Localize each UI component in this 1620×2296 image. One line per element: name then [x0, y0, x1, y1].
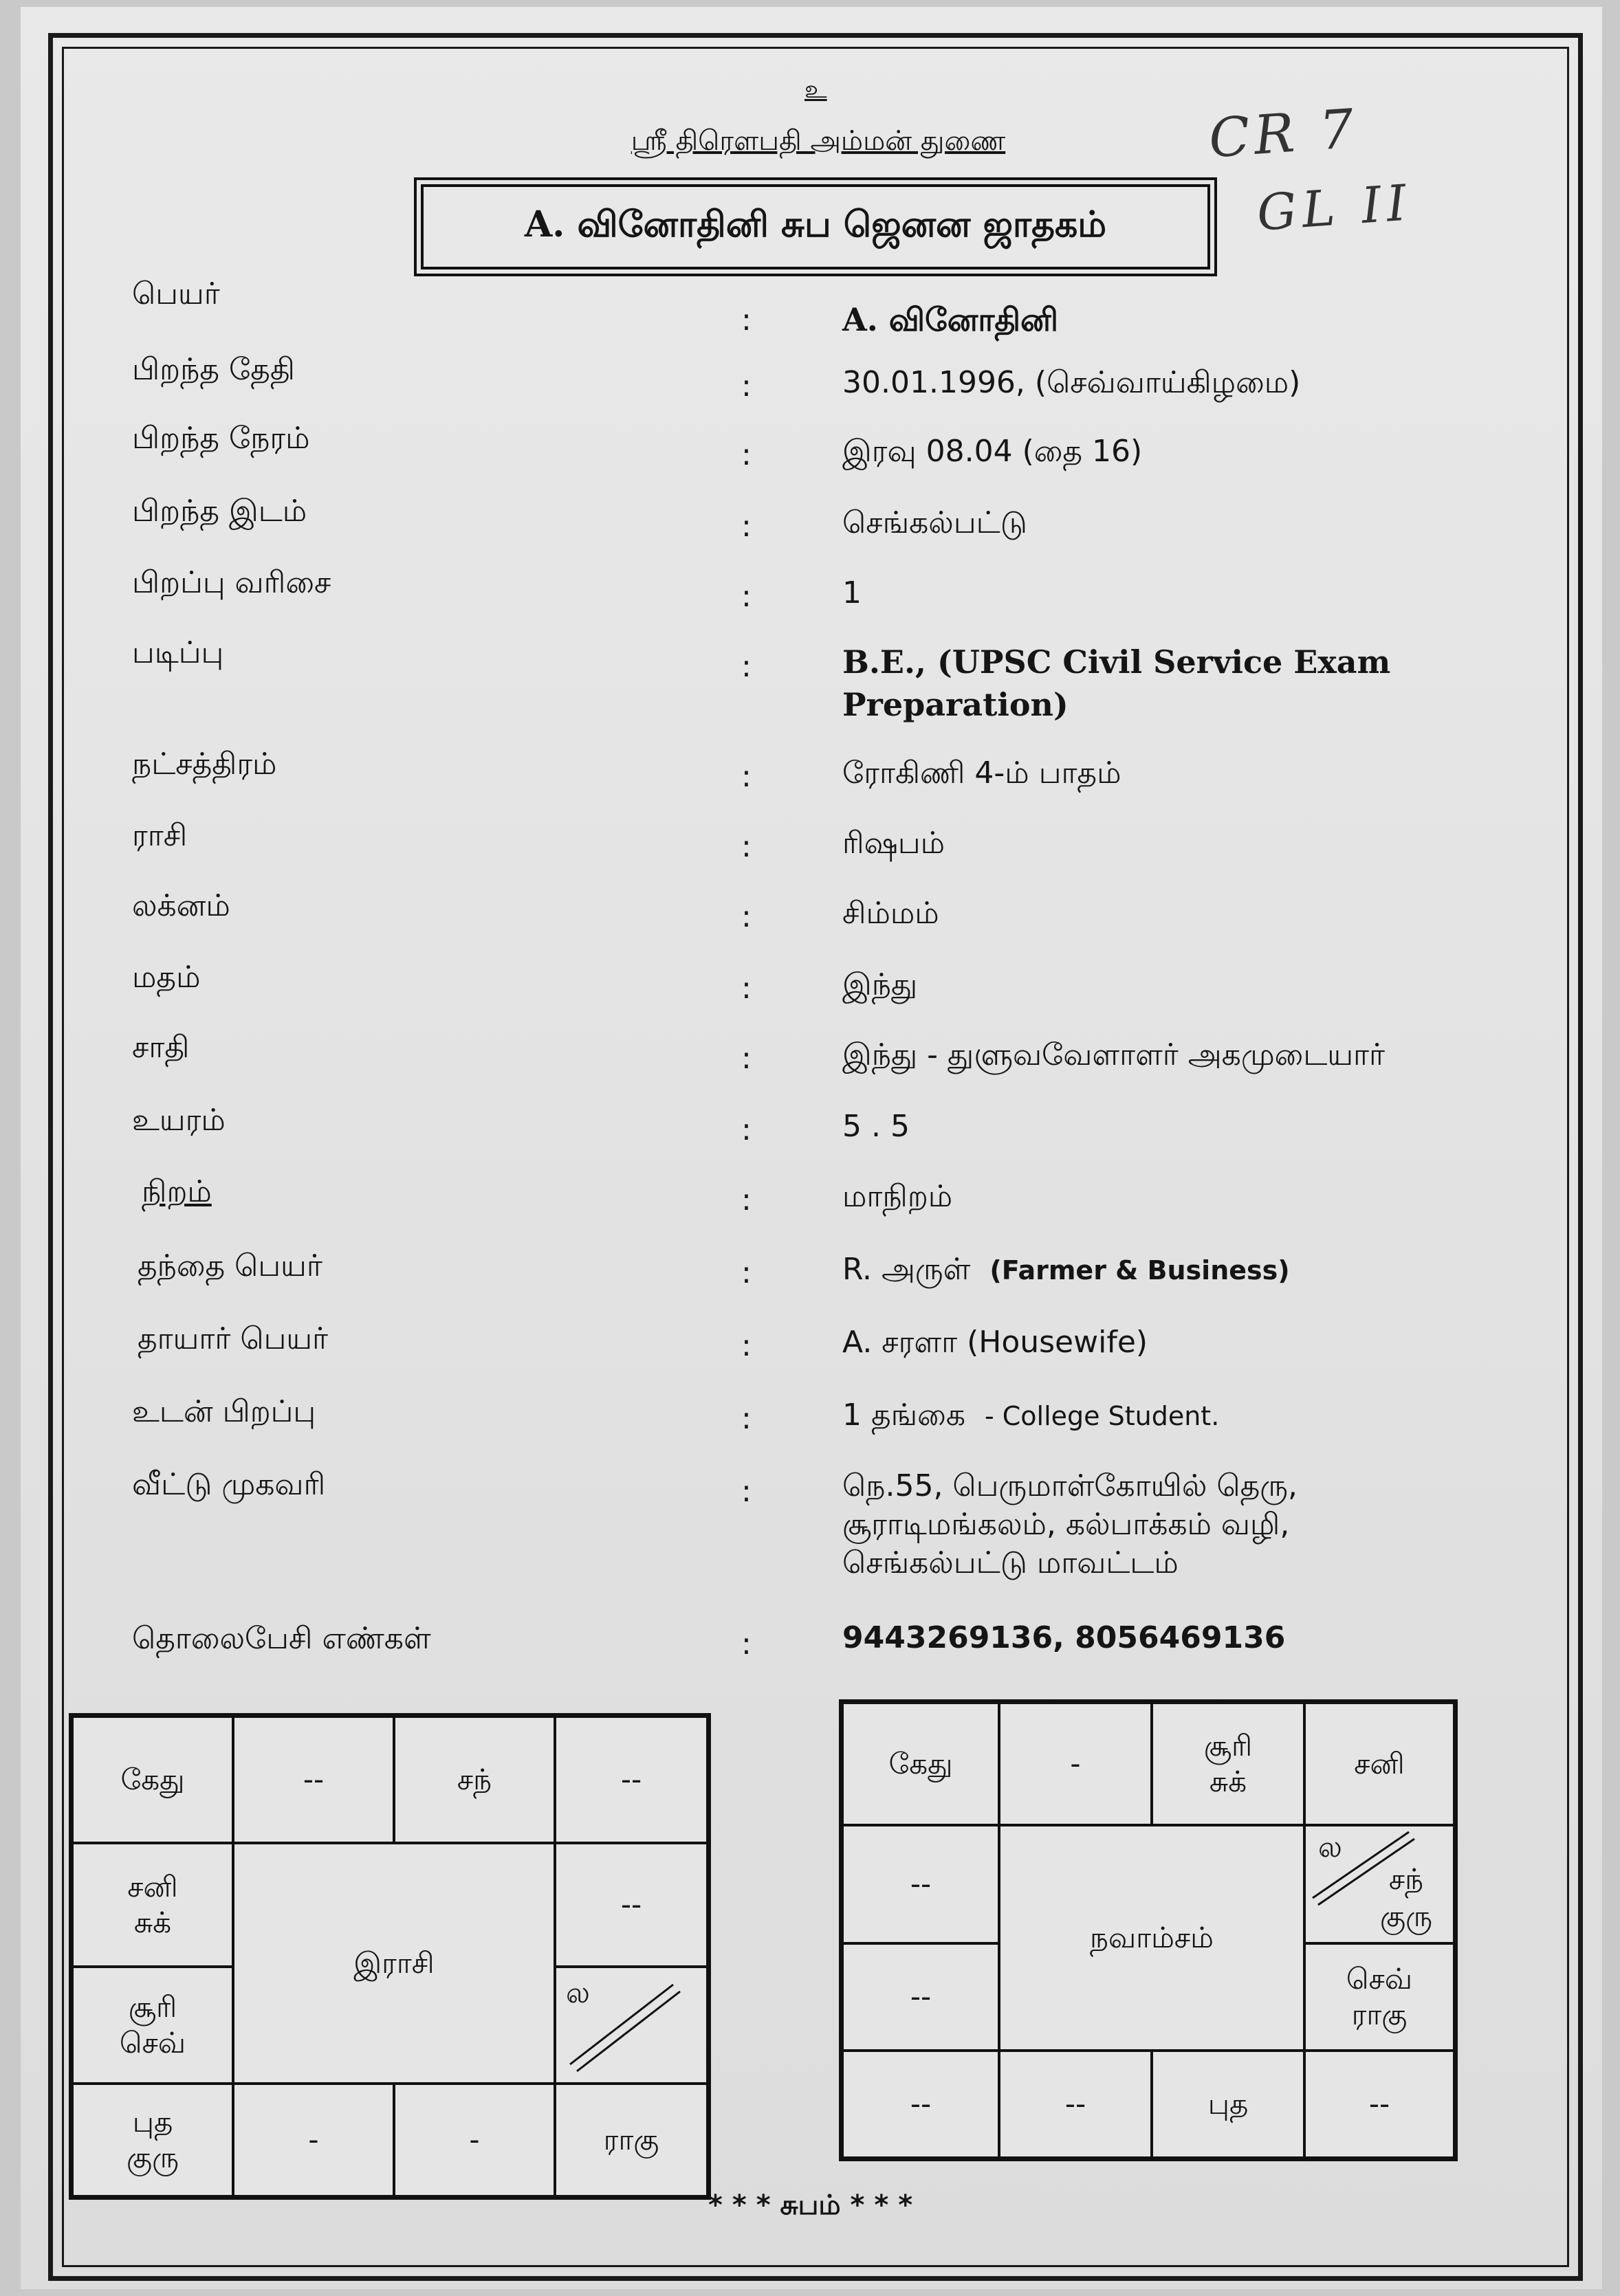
planet: சுக்	[133, 1906, 172, 1939]
detail-colon: :	[741, 1401, 752, 1436]
detail-colon: :	[741, 971, 752, 1006]
detail-value: இரவு 08.04 (தை 16)	[842, 434, 1143, 469]
detail-label: பெயர்	[132, 276, 220, 311]
rasi-chart	[69, 1713, 711, 2200]
planet: புத	[132, 2105, 173, 2139]
detail-label: ராசி	[132, 818, 188, 853]
rasi-house	[72, 2084, 233, 2196]
planet: ராகு	[1351, 1998, 1408, 2031]
detail-label: தந்தை பெயர்	[138, 1248, 322, 1283]
detail-colon: :	[741, 1255, 752, 1290]
detail-colon: :	[741, 302, 752, 338]
detail-colon: :	[741, 1474, 752, 1509]
detail-label: பிறந்த தேதி	[132, 352, 295, 387]
detail-value: B.E., (UPSC Civil Service Exam Preparation)	[842, 643, 1391, 723]
address-line-3: செங்கல்பட்டு மாவட்டம்	[842, 1545, 1179, 1580]
detail-label: உடன் பிறப்பு	[132, 1394, 316, 1429]
detail-value	[842, 1467, 1461, 1582]
detail-value: இந்து - துளுவவேளாளர் அகமுடையார்	[842, 1037, 1386, 1072]
sibling-info: 1 தங்கை	[842, 1398, 965, 1433]
detail-colon: :	[741, 1182, 752, 1217]
rasi-house: --	[555, 1843, 708, 1967]
detail-value: செங்கல்பட்டு	[842, 505, 1027, 540]
rasi-house: --	[555, 1717, 708, 1843]
footer-subam: * * * சுபம் * * *	[708, 2189, 913, 2221]
detail-colon: :	[741, 829, 752, 864]
rasi-lagna-house	[555, 1967, 708, 2084]
planet: செவ்	[1346, 1962, 1413, 1996]
detail-value: இந்து	[842, 967, 918, 1002]
detail-colon: :	[741, 649, 752, 684]
detail-colon: :	[741, 509, 752, 544]
planet-stack	[1380, 1861, 1432, 1935]
navamsa-house: --	[842, 1825, 999, 1943]
detail-colon: :	[741, 1626, 752, 1662]
planet: குரு	[126, 2141, 179, 2174]
navamsa-house: புத	[1152, 2051, 1304, 2158]
detail-colon: :	[741, 579, 752, 614]
detail-label: பிறப்பு வரிசை	[132, 565, 331, 600]
detail-colon: :	[741, 1328, 752, 1363]
detail-value: A. சரளா (Housewife)	[842, 1325, 1148, 1360]
blessing-line: ஸ்ரீ திரௌபதி அம்மன் துணை	[631, 125, 1006, 157]
detail-colon: :	[741, 899, 752, 934]
detail-value: 1	[842, 575, 862, 610]
address-line-1: நெ.55, பெருமாள்கோயில் தெரு,	[842, 1468, 1298, 1503]
handwritten-note-2: GL II	[1255, 173, 1414, 242]
detail-label: உயரம்	[132, 1103, 226, 1138]
detail-value: சிம்மம்	[842, 896, 939, 931]
rasi-chart-center-label: இராசி	[233, 1843, 555, 2084]
detail-label: லக்னம்	[132, 888, 230, 923]
detail-label: பிறந்த நேரம்	[132, 421, 310, 456]
detail-value: 9443269136, 8056469136	[842, 1620, 1286, 1655]
detail-label: சாதி	[132, 1030, 190, 1065]
pillaiyar-suzhi-mark: உ	[804, 76, 827, 104]
navamsa-house: சனி	[1304, 1703, 1454, 1825]
detail-colon: :	[741, 1112, 752, 1147]
navamsa-house	[1152, 1703, 1304, 1825]
document-title-text: A. வினோதினி சுப ஜெனன ஜாதகம்	[524, 203, 1107, 245]
father-name: R. அருள்	[842, 1252, 971, 1287]
rasi-house	[72, 1843, 233, 1967]
navamsa-house: --	[999, 2051, 1152, 2158]
detail-value: ரோகிணி 4-ம் பாதம்	[842, 755, 1121, 791]
navamsa-house	[1304, 1943, 1454, 2051]
detail-value	[842, 1394, 1461, 1437]
detail-label: தாயார் பெயர்	[138, 1321, 329, 1356]
navamsa-house: --	[842, 1943, 999, 2051]
navamsa-house: -	[999, 1703, 1152, 1825]
lagna-marker: ல	[566, 1976, 590, 2009]
rasi-house: -	[233, 2084, 394, 2196]
rasi-house: ராகு	[555, 2084, 708, 2196]
detail-value	[842, 1248, 1461, 1292]
navamsa-lagna-house	[1304, 1825, 1454, 1943]
navamsa-chart-center-label: நவாம்சம்	[999, 1825, 1304, 2051]
planet: சூரி	[1203, 1729, 1253, 1763]
detail-label: தொலைபேசி எண்கள்	[132, 1621, 431, 1656]
detail-colon: :	[741, 1041, 752, 1076]
planet: சுக்	[1209, 1765, 1247, 1798]
detail-colon: :	[741, 368, 752, 404]
detail-colon: :	[741, 759, 752, 794]
address-line-2: சூராடிமங்கலம், கல்பாக்கம் வழி,	[842, 1507, 1290, 1542]
planet: சூரி	[128, 1990, 177, 2024]
handwritten-note-1: CR 7	[1207, 98, 1360, 170]
detail-value: மாநிறம்	[842, 1179, 953, 1214]
rasi-house	[72, 1967, 233, 2084]
planet: சனி	[127, 1870, 178, 1903]
rasi-house: சந்	[394, 1717, 555, 1843]
rasi-house: --	[233, 1717, 394, 1843]
planet: செவ்	[119, 2026, 186, 2060]
navamsa-chart	[839, 1699, 1458, 2161]
detail-label: படிப்பு	[132, 635, 224, 670]
detail-value: ரிஷபம்	[842, 826, 945, 861]
navamsa-house: கேது	[842, 1703, 999, 1825]
rasi-house: -	[394, 2084, 555, 2196]
document-title	[421, 184, 1210, 269]
planet: குரு	[1379, 1899, 1432, 1933]
detail-value: 30.01.1996, (செவ்வாய்கிழமை)	[842, 365, 1301, 400]
detail-colon: :	[741, 437, 752, 472]
sibling-note: - College Student.	[984, 1401, 1220, 1431]
lagna-marker: ல	[1318, 1830, 1342, 1864]
navamsa-house: --	[1304, 2051, 1454, 2158]
planet: சந்	[1388, 1862, 1424, 1896]
detail-label: பிறந்த இடம்	[132, 494, 307, 529]
detail-label: வீட்டு முகவரி	[132, 1467, 326, 1502]
detail-value: 5 . 5	[842, 1109, 910, 1144]
navamsa-house: --	[842, 2051, 999, 2158]
detail-label: நட்சத்திரம்	[132, 747, 277, 782]
detail-label: மதம்	[132, 960, 201, 995]
detail-label: நிறம்	[142, 1174, 212, 1209]
detail-value: A. வினோதினி	[842, 301, 1059, 338]
rasi-house: கேது	[72, 1717, 233, 1843]
lagna-diagonal-icon	[556, 1968, 706, 2082]
father-occupation: (Farmer & Business)	[989, 1255, 1290, 1285]
